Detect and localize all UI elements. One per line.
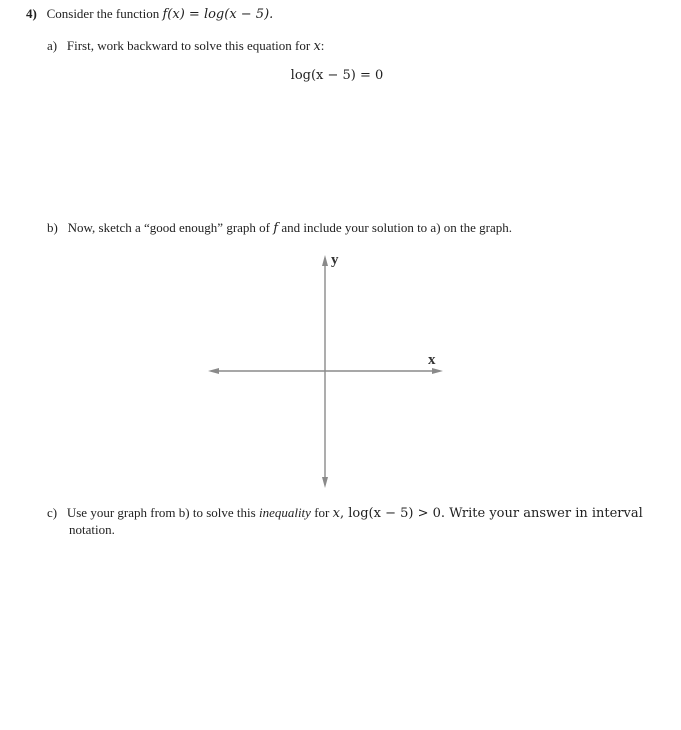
y-axis-label: y [331, 252, 339, 268]
part-c-continuation: notation. [69, 522, 115, 537]
part-c-label: c) [47, 505, 58, 520]
part-c-variable: x [332, 506, 340, 521]
question-number: 4) [26, 6, 37, 21]
part-b-label: b) [47, 220, 58, 235]
question-intro: Consider the function [46, 6, 160, 21]
part-a-colon: : [320, 38, 325, 53]
part-b-function: f [273, 221, 279, 236]
y-axis-arrow-up [322, 255, 328, 266]
x-axis-label: x [428, 352, 436, 368]
part-c-text-2: for [314, 505, 330, 520]
part-c-prompt [47, 505, 643, 521]
part-a-label: a) [47, 38, 58, 53]
function-expression: f(x) = log(x − 5). [162, 7, 274, 22]
part-b-text-after: and include your solution to a) on the graph. [281, 220, 513, 235]
x-axis-arrow-right [432, 368, 443, 374]
part-a-text: First, work backward to solve this equation for [66, 38, 311, 53]
part-a-variable: x [313, 39, 321, 54]
part-a-equation: log(x − 5) = 0 [290, 68, 384, 83]
y-axis-arrow-down [322, 477, 328, 488]
part-c-text-1: Use your graph from b) to solve this [66, 505, 256, 520]
part-c-text-3: , log(x − 5) > 0. Write your answer in interval [339, 506, 643, 521]
part-b-text: Now, sketch a “good enough” graph of [67, 220, 270, 235]
part-c-emphasis: inequality [258, 505, 311, 520]
x-axis-arrow-left [208, 368, 219, 374]
